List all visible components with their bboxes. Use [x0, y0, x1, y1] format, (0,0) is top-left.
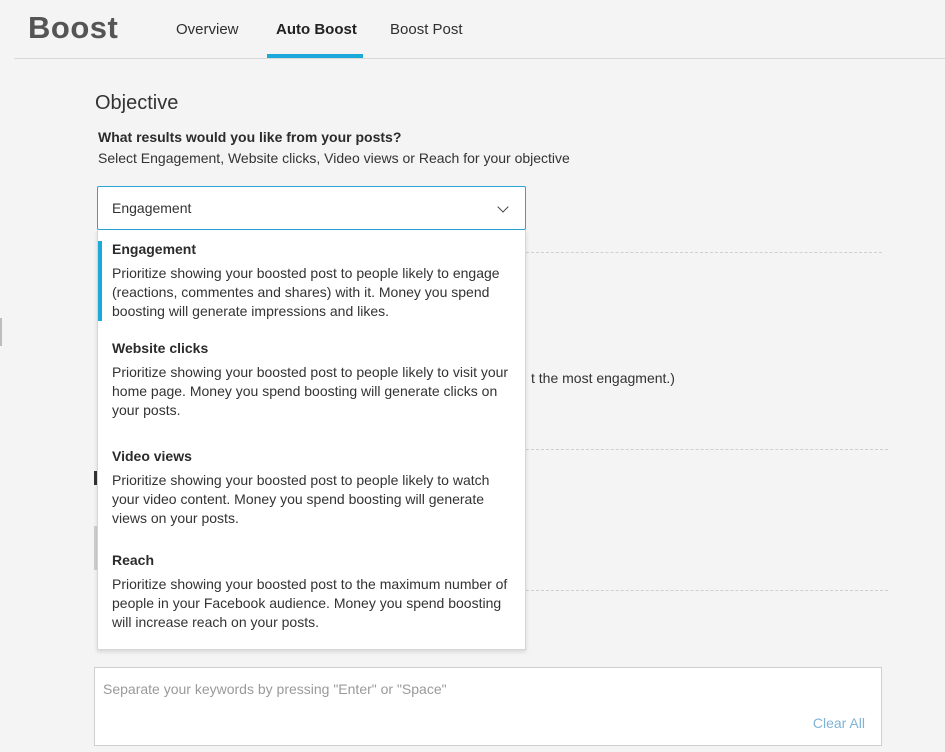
- option-website-clicks[interactable]: [98, 340, 525, 420]
- option-engagement[interactable]: [98, 241, 525, 321]
- background-fragment: [0, 318, 2, 346]
- option-title: Website clicks: [112, 340, 209, 356]
- objective-select[interactable]: [97, 186, 526, 230]
- tab-overview[interactable]: Overview: [176, 21, 239, 38]
- objective-help-text: Select Engagement, Website clicks, Video views or Reach for your objective: [98, 150, 570, 166]
- tab-auto-boost[interactable]: Auto Boost: [276, 21, 357, 38]
- option-reach[interactable]: [98, 552, 525, 632]
- section-divider: [526, 252, 882, 253]
- app-title: Boost: [28, 10, 119, 45]
- option-title: Reach: [112, 552, 155, 568]
- option-title: Engagement: [112, 241, 197, 257]
- keywords-box[interactable]: [94, 667, 882, 746]
- option-description: Prioritize showing your boosted post to people likely to watch your video content. Money you spend boosting will generate views on your posts.: [112, 472, 490, 526]
- top-header: [0, 0, 945, 59]
- section-title: Objective: [95, 92, 179, 114]
- keywords-input[interactable]: [103, 678, 743, 700]
- option-title: Video views: [112, 448, 192, 464]
- chevron-down-icon: [497, 201, 508, 212]
- selected-objective: Engagement: [112, 200, 192, 216]
- selected-indicator: [98, 241, 102, 321]
- option-description: Prioritize showing your boosted post to people likely to engage (reactions, commentes and shares) with it. Money you spend boosting will generate impressions and likes.: [112, 265, 500, 319]
- objective-question: What results would you like from your posts?: [98, 129, 402, 145]
- tab-boost-post[interactable]: Boost Post: [390, 21, 463, 38]
- option-video-views[interactable]: [98, 448, 525, 528]
- objective-dropdown: [97, 230, 526, 650]
- option-description: Prioritize showing your boosted post to people likely to visit your home page. Money you spend boosting will generate clicks on your posts.: [112, 364, 509, 418]
- option-description: Prioritize showing your boosted post to the maximum number of people in your Facebook audience. Money you spend boosting will increase reach on your posts.: [112, 576, 508, 630]
- section-divider: [526, 449, 888, 450]
- clear-all-link[interactable]: Clear All: [812, 715, 865, 731]
- section-divider: [526, 590, 888, 591]
- header-divider: [14, 58, 945, 59]
- background-text: t the most engagment.): [531, 370, 675, 386]
